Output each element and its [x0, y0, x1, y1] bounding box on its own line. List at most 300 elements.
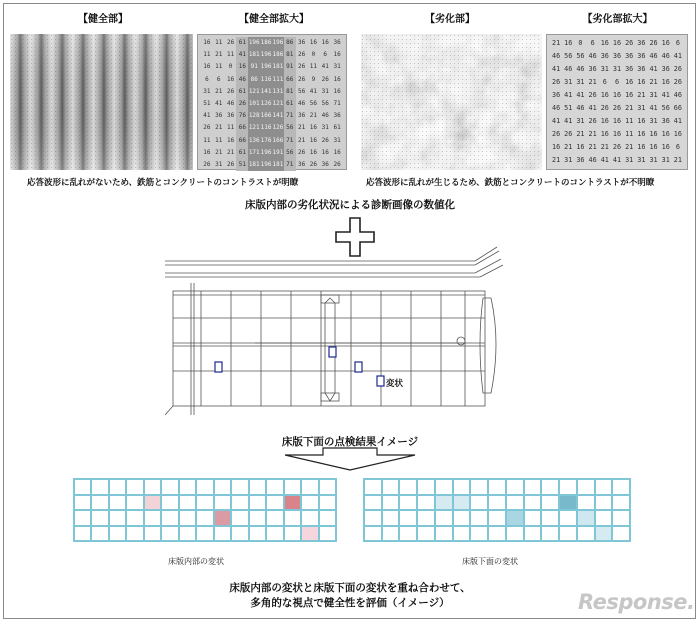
map-cell: [126, 495, 143, 511]
zoom-value: 26: [203, 161, 211, 169]
zoom-value: 36: [637, 65, 646, 73]
down-arrow-icon: [283, 447, 417, 471]
map-cell: [284, 479, 301, 495]
zoom-value: 66: [236, 122, 248, 134]
zoom-value: 46: [661, 52, 670, 60]
map-cell: [541, 495, 559, 511]
zoom-value: 26: [309, 161, 318, 169]
zoom-value: 16: [625, 91, 634, 99]
zoom-value: 36: [625, 52, 634, 60]
map-cell: [249, 510, 266, 526]
zoom-value: 26: [297, 75, 306, 83]
zoom-value: 181: [248, 49, 260, 61]
zoom-value: 31: [649, 117, 658, 125]
zoom-value: 36: [297, 112, 306, 120]
zoom-value: 16: [203, 39, 211, 46]
map-cell: [301, 526, 318, 542]
map-cell: [541, 479, 559, 495]
zoom-value: 6: [323, 51, 328, 59]
zoom-value: 41: [215, 100, 223, 108]
map-cell: [301, 479, 318, 495]
zoom-value: 166: [260, 110, 272, 122]
zoom-value: 31: [637, 104, 646, 112]
zoom-value: 31: [215, 161, 223, 169]
zoom-value: 56: [284, 122, 296, 134]
zoom-value: 11: [215, 63, 223, 71]
zoom-value: 21: [588, 78, 597, 86]
map-cell: [399, 479, 417, 495]
zoom-value: 16: [309, 148, 318, 156]
zoom-value: 41: [661, 91, 670, 99]
map-cell: [435, 510, 453, 526]
zoom-value: 31: [576, 78, 585, 86]
zoom-value: 41: [649, 65, 658, 73]
zoom-value: 41: [673, 52, 682, 60]
zoom-value: 31: [564, 156, 573, 164]
caption-inspection: 床版下面の点検結果イメージ: [281, 436, 419, 448]
zoom-value: 41: [551, 65, 561, 73]
zoom-value: 16: [333, 75, 341, 83]
zoom-value: 11: [203, 51, 211, 59]
zoom-value: 31: [612, 65, 622, 73]
map-cell: [231, 526, 248, 542]
defect-label: 変状: [386, 379, 404, 389]
zoom-value: 181: [248, 159, 260, 171]
zoom-value: 21: [625, 104, 634, 112]
map-cell: [249, 526, 266, 542]
zoom-value: 66: [236, 135, 248, 147]
zoom-value: 71: [284, 110, 296, 122]
map-cell: [196, 495, 213, 511]
summary-line-2: 多角的な視点で健全性を評価（イメージ）: [250, 597, 450, 609]
zoom-value: 26: [226, 87, 235, 95]
zoom-value: 41: [673, 117, 682, 125]
map-cell: [399, 526, 417, 542]
caption-digitize: 床版内部の劣化状況による診断画像の数値化: [245, 199, 455, 211]
zoom-value: 26: [649, 39, 658, 47]
zoom-value: 46: [576, 65, 585, 73]
map-cell: [595, 495, 613, 511]
zoom-value: 71: [333, 100, 341, 108]
map-cell: [161, 495, 178, 511]
zoom-value: 26: [600, 104, 609, 112]
zoom-value: 16: [321, 39, 329, 46]
zoom-value: 91: [248, 61, 260, 73]
zoom-value: 31: [321, 124, 329, 132]
zoom-value: 21: [637, 91, 646, 99]
zoom-value: 21: [215, 148, 223, 156]
map-cell: [126, 526, 143, 542]
zoom-value: 26: [551, 78, 561, 86]
zoom-value: 11: [309, 63, 318, 71]
map-cell: [144, 495, 161, 511]
zoom-value: 41: [321, 63, 329, 71]
zoom-value: 36: [588, 65, 597, 73]
map-cell: [179, 479, 196, 495]
map-cell: [506, 479, 524, 495]
map-cell: [284, 495, 301, 511]
zoom-value: 171: [248, 147, 260, 159]
map-cell: [470, 510, 488, 526]
map-cell: [266, 479, 283, 495]
zoom-value: 71: [284, 159, 296, 171]
zoom-value: 16: [637, 117, 646, 125]
zoom-value: 36: [215, 112, 223, 120]
internal-defect-map: [73, 478, 337, 542]
map-cell: [612, 495, 630, 511]
zoom-value: 31: [625, 156, 634, 164]
zoom-value: 11: [625, 117, 634, 125]
zoom-value: 21: [551, 156, 561, 164]
zoom-value: 11: [215, 39, 223, 46]
zoom-value: 166: [272, 135, 284, 147]
zoom-value: 26: [297, 63, 306, 71]
map-cell: [399, 510, 417, 526]
zoom-value: 26: [297, 51, 306, 59]
zoom-value: 46: [551, 52, 561, 60]
map-cell: [74, 526, 91, 542]
zoom-value: 41: [551, 117, 561, 125]
zoom-value: 26: [226, 161, 235, 169]
map-cell: [179, 510, 196, 526]
map-cell: [470, 526, 488, 542]
zoom-value: 16: [612, 39, 622, 47]
zoom-value: 131: [272, 86, 284, 98]
zoom-value: 36: [661, 65, 670, 73]
zoom-value: 0: [578, 39, 583, 47]
zoom-value: 21: [564, 143, 573, 151]
zoom-value: 36: [637, 39, 646, 47]
zoom-value: 36: [321, 161, 329, 169]
map-cell: [91, 495, 108, 511]
zoom-value: 51: [203, 100, 211, 108]
map-cell: [541, 526, 559, 542]
zoom-value: 16: [203, 63, 211, 71]
zoom-value: 26: [588, 91, 597, 99]
zoom-value: 31: [661, 156, 670, 164]
map-cell: [506, 495, 524, 511]
zoom-value: 116: [260, 122, 272, 134]
map-cell: [577, 479, 595, 495]
zoom-value: 16: [576, 143, 585, 151]
zoom-value: 86: [284, 37, 296, 49]
zoom-value: 36: [333, 39, 341, 46]
map-cell: [109, 510, 126, 526]
map-cell: [74, 479, 91, 495]
zoom-value: 16: [321, 148, 329, 156]
map-cell: [488, 479, 506, 495]
map-cell: [577, 495, 595, 511]
map-cell: [161, 526, 178, 542]
zoom-value: 61: [333, 124, 341, 132]
zoom-value: 21: [649, 78, 658, 86]
zoom-value: 181: [272, 159, 284, 171]
map-cell: [196, 510, 213, 526]
map-cell: [382, 495, 400, 511]
zoom-value: 31: [333, 63, 341, 71]
zoom-value: 16: [612, 117, 622, 125]
zoom-value: 26: [673, 65, 682, 73]
zoom-value: 16: [625, 78, 634, 86]
zoom-value: 46: [673, 91, 682, 99]
zoom-value: 26: [588, 117, 597, 125]
map-cell: [524, 510, 542, 526]
zoom-value: 21: [576, 130, 585, 138]
healthy-zoom-grid: [197, 34, 347, 170]
zoom-value: 26: [226, 39, 235, 46]
zoom-value: 16: [673, 130, 682, 138]
zoom-value: 21: [297, 124, 306, 132]
zoom-value: 126: [260, 98, 272, 110]
zoom-value: 21: [588, 143, 597, 151]
zoom-value: 56: [284, 147, 296, 159]
zoom-value: 16: [333, 148, 341, 156]
zoom-value: 61: [236, 147, 248, 159]
zoom-value: 41: [649, 104, 658, 112]
map-cell: [577, 526, 595, 542]
healthy-image: [10, 34, 193, 170]
map-cell: [284, 510, 301, 526]
zoom-value: 196: [260, 159, 272, 171]
map-cell: [284, 526, 301, 542]
map-cell: [382, 479, 400, 495]
response-logo: Response.: [578, 590, 695, 614]
zoom-value: 186: [260, 37, 272, 49]
map-cell: [559, 479, 577, 495]
zoom-value: 16: [600, 39, 609, 47]
map-cell: [144, 526, 161, 542]
zoom-value: 31: [564, 78, 573, 86]
deck-underside-drawing: [165, 243, 505, 423]
zoom-value: 21: [297, 136, 306, 144]
map-cell: [435, 479, 453, 495]
map-cell: [266, 495, 283, 511]
zoom-value: 191: [272, 147, 284, 159]
zoom-value: 16: [309, 136, 318, 144]
zoom-value: 121: [272, 98, 284, 110]
zoom-value: 41: [612, 156, 622, 164]
zoom-value: 46: [226, 100, 235, 108]
zoom-value: 196: [260, 147, 272, 159]
zoom-value: 11: [226, 51, 235, 59]
map-cell: [595, 479, 613, 495]
degraded-image: [361, 34, 542, 170]
zoom-value: 16: [600, 130, 609, 138]
degraded-zoom-grid: [546, 34, 688, 170]
map-cell: [91, 510, 108, 526]
map-cell: [417, 479, 435, 495]
zoom-value: 36: [576, 156, 585, 164]
zoom-value: 71: [284, 135, 296, 147]
zoom-value: 21: [215, 87, 223, 95]
zoom-value: 16: [661, 130, 670, 138]
map-cell: [506, 526, 524, 542]
zoom-value: 41: [203, 112, 211, 120]
zoom-value: 31: [203, 87, 211, 95]
zoom-value: 36: [600, 52, 609, 60]
zoom-value: 16: [333, 51, 341, 59]
zoom-value: 86: [248, 74, 260, 86]
zoom-value: 31: [600, 65, 609, 73]
zoom-value: 51: [564, 104, 573, 112]
zoom-value: 36: [612, 52, 622, 60]
zoom-value: 36: [226, 112, 235, 120]
zoom-value: 16: [637, 143, 646, 151]
zoom-value: 16: [236, 61, 248, 73]
zoom-value: 186: [272, 49, 284, 61]
map-cell: [453, 526, 471, 542]
zoom-value: 31: [321, 87, 329, 95]
zoom-value: 16: [612, 130, 622, 138]
map-cell: [453, 495, 471, 511]
zoom-value: 11: [226, 124, 235, 132]
zoom-value: 46: [321, 112, 329, 120]
map-cell: [179, 495, 196, 511]
map-cell: [144, 479, 161, 495]
zoom-value: 36: [297, 39, 306, 46]
zoom-value: 16: [203, 148, 211, 156]
zoom-value: 6: [205, 75, 209, 83]
zoom-value: 36: [551, 91, 561, 99]
zoom-value: 61: [284, 98, 296, 110]
zoom-value: 16: [551, 143, 561, 151]
zoom-value: 6: [675, 39, 680, 47]
map-cell: [196, 526, 213, 542]
zoom-value: 176: [260, 135, 272, 147]
label-internal-map: 床版内部の変状: [168, 557, 224, 566]
zoom-value: 16: [649, 130, 658, 138]
zoom-value: 46: [297, 100, 306, 108]
zoom-value: 36: [661, 117, 670, 125]
map-cell: [417, 495, 435, 511]
zoom-value: 41: [600, 156, 609, 164]
zoom-value: 56: [309, 100, 318, 108]
zoom-value: 26: [203, 124, 211, 132]
zoom-value: 51: [236, 159, 248, 171]
zoom-value: 6: [675, 143, 680, 151]
zoom-value: 11: [203, 136, 211, 144]
map-cell: [91, 479, 108, 495]
zoom-value: 16: [226, 136, 235, 144]
zoom-value: 66: [673, 104, 682, 112]
zoom-value: 46: [551, 104, 561, 112]
zoom-value: 76: [236, 110, 248, 122]
map-cell: [559, 526, 577, 542]
map-cell: [364, 526, 382, 542]
map-cell: [399, 495, 417, 511]
map-cell: [231, 495, 248, 511]
zoom-value: 0: [228, 63, 233, 71]
map-cell: [364, 510, 382, 526]
map-cell: [109, 526, 126, 542]
map-cell: [612, 510, 630, 526]
zoom-value: 66: [284, 74, 296, 86]
label-underside-map: 床版下面の変状: [462, 557, 518, 566]
summary-line-1: 床版内部の変状と床版下面の変状を重ね合わせて、: [229, 582, 471, 594]
map-cell: [126, 479, 143, 495]
map-cell: [319, 495, 336, 511]
map-cell: [74, 510, 91, 526]
zoom-value: 91: [284, 61, 296, 73]
caption-healthy: 応答波形に乱れがないため、鉄筋とコンクリートのコントラストが明瞭: [27, 178, 299, 188]
zoom-value: 6: [614, 78, 620, 86]
zoom-value: 16: [600, 117, 609, 125]
map-cell: [417, 510, 435, 526]
map-cell: [301, 495, 318, 511]
map-cell: [488, 526, 506, 542]
map-cell: [364, 479, 382, 495]
zoom-value: 41: [309, 87, 318, 95]
map-cell: [126, 510, 143, 526]
zoom-value: 26: [321, 136, 329, 144]
zoom-value: 121: [248, 122, 260, 134]
map-cell: [595, 510, 613, 526]
zoom-value: 56: [321, 100, 329, 108]
map-cell: [91, 526, 108, 542]
zoom-value: 36: [637, 52, 646, 60]
map-cell: [417, 526, 435, 542]
zoom-value: 21: [215, 51, 223, 59]
zoom-value: 56: [576, 52, 585, 60]
zoom-value: 26: [551, 130, 561, 138]
zoom-value: 16: [333, 87, 341, 95]
header-degraded-zoom: 【劣化部拡大】: [582, 14, 653, 25]
zoom-value: 16: [637, 78, 646, 86]
zoom-value: 21: [600, 143, 609, 151]
map-cell: [612, 479, 630, 495]
underside-defect-map: [363, 478, 631, 542]
map-cell: [524, 526, 542, 542]
zoom-value: 21: [226, 148, 235, 156]
zoom-value: 141: [260, 86, 272, 98]
zoom-value: 196: [260, 49, 272, 61]
map-cell: [144, 510, 161, 526]
zoom-value: 16: [661, 143, 670, 151]
zoom-value: 16: [564, 39, 573, 47]
zoom-value: 16: [600, 91, 609, 99]
map-cell: [249, 479, 266, 495]
zoom-value: 36: [625, 65, 634, 73]
zoom-value: 56: [564, 52, 573, 60]
zoom-value: 116: [260, 74, 272, 86]
header-healthy: 【健全部】: [78, 14, 128, 25]
map-cell: [470, 495, 488, 511]
map-cell: [435, 495, 453, 511]
zoom-value: 31: [333, 136, 341, 144]
map-cell: [266, 526, 283, 542]
zoom-value: 196: [272, 37, 284, 49]
map-cell: [559, 510, 577, 526]
caption-degraded: 応答波形に乱れが生じるため、鉄筋とコンクリートのコントラストが不明瞭: [366, 178, 655, 188]
zoom-value: 26: [297, 148, 306, 156]
zoom-value: 136: [248, 135, 260, 147]
zoom-value: 41: [564, 91, 573, 99]
map-cell: [541, 510, 559, 526]
map-cell: [249, 495, 266, 511]
zoom-value: 36: [333, 112, 341, 120]
zoom-value: 26: [236, 98, 248, 110]
zoom-value: 21: [551, 39, 561, 47]
map-cell: [301, 510, 318, 526]
zoom-value: 56: [297, 87, 306, 95]
map-cell: [524, 479, 542, 495]
zoom-value: 21: [625, 143, 634, 151]
zoom-value: 31: [649, 91, 658, 99]
zoom-value: 81: [284, 86, 296, 98]
map-cell: [214, 526, 231, 542]
zoom-value: 41: [576, 91, 585, 99]
zoom-value: 46: [649, 52, 658, 60]
